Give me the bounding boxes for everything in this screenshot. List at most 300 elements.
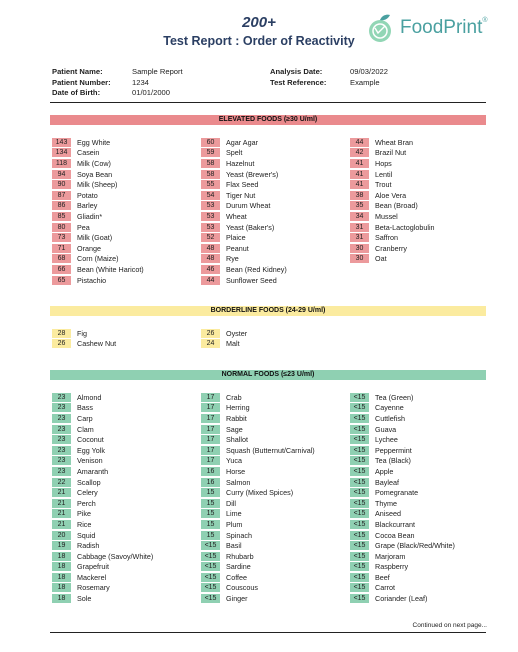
- reactivity-score: 85: [52, 212, 71, 221]
- food-name: Oat: [375, 254, 387, 264]
- food-name: Scallop: [77, 477, 101, 487]
- reactivity-score: <15: [350, 393, 369, 402]
- food-row: [350, 540, 455, 551]
- food-name: Coffee: [226, 572, 248, 582]
- food-row: [350, 169, 435, 180]
- reactivity-score: 16: [201, 478, 220, 487]
- food-name: Wheat Bran: [375, 137, 413, 147]
- reactivity-score: 134: [52, 148, 71, 157]
- food-row: [201, 593, 315, 604]
- reactivity-score: 52: [201, 233, 220, 242]
- food-row: [350, 456, 455, 467]
- food-row: [350, 190, 435, 201]
- food-name: Fig: [77, 328, 87, 338]
- reactivity-score: 35: [350, 201, 369, 210]
- analysis-date: 09/03/2022: [350, 67, 389, 76]
- reactivity-score: 143: [52, 138, 71, 147]
- reactivity-score: 19: [52, 541, 71, 550]
- food-row: [350, 201, 435, 212]
- food-row: [52, 254, 144, 265]
- reactivity-score: 46: [201, 265, 220, 274]
- reactivity-score: <15: [201, 573, 220, 582]
- reactivity-score: 15: [201, 488, 220, 497]
- food-name: Sole: [77, 594, 92, 604]
- reactivity-score: 17: [201, 456, 220, 465]
- reactivity-score: 18: [52, 573, 71, 582]
- reactivity-score: 26: [201, 329, 220, 338]
- food-row: [52, 466, 153, 477]
- food-name: Basil: [226, 541, 242, 551]
- food-name: Milk (Goat): [77, 233, 113, 243]
- food-row: [201, 498, 315, 509]
- reactivity-score: <15: [350, 456, 369, 465]
- food-name: Sunflower Seed: [226, 275, 277, 285]
- food-name: Milk (Cow): [77, 158, 111, 168]
- reactivity-score: <15: [350, 509, 369, 518]
- food-name: Squash (Butternut/Carnival): [226, 445, 315, 455]
- reactivity-score: 55: [201, 180, 220, 189]
- dob-label: Date of Birth:: [52, 88, 101, 97]
- food-row: [201, 254, 287, 265]
- food-row: [350, 572, 455, 583]
- food-row: [52, 232, 144, 243]
- reactivity-score: 54: [201, 191, 220, 200]
- food-row: [201, 392, 315, 403]
- food-row: [201, 169, 287, 180]
- food-name: Aniseed: [375, 509, 401, 519]
- reactivity-score: 30: [350, 254, 369, 263]
- food-row: [350, 551, 455, 562]
- food-name: Carrot: [375, 583, 395, 593]
- reactivity-score: <15: [350, 478, 369, 487]
- food-name: Saffron: [375, 233, 399, 243]
- reactivity-score: <15: [350, 467, 369, 476]
- food-row: [52, 498, 153, 509]
- food-name: Crab: [226, 392, 242, 402]
- analysis-values: [350, 67, 388, 88]
- food-row: [350, 445, 455, 456]
- reactivity-score: 23: [52, 403, 71, 412]
- food-name: Durum Wheat: [226, 201, 271, 211]
- food-row: [350, 509, 455, 520]
- reactivity-score: 118: [52, 159, 71, 168]
- reactivity-score: <15: [350, 403, 369, 412]
- food-name: Milk (Sheep): [77, 180, 118, 190]
- reactivity-score: 18: [52, 583, 71, 592]
- food-row: [201, 179, 287, 190]
- food-row: [52, 275, 144, 286]
- reactivity-score: 15: [201, 499, 220, 508]
- food-row: [201, 339, 247, 350]
- normal-foods-banner: NORMAL FOODS (≤23 U/ml): [50, 370, 486, 380]
- food-name: Cashew Nut: [77, 339, 117, 349]
- food-row: [201, 232, 287, 243]
- reactivity-score: 24: [201, 339, 220, 348]
- patient-name-label: Patient Name:: [52, 67, 103, 76]
- food-row: [350, 498, 455, 509]
- reactivity-score: 53: [201, 201, 220, 210]
- food-name: Clam: [77, 424, 94, 434]
- food-row: [52, 392, 153, 403]
- food-name: Bass: [77, 403, 93, 413]
- food-row: [52, 158, 144, 169]
- reactivity-score: 66: [52, 265, 71, 274]
- reactivity-score: 30: [350, 244, 369, 253]
- date-of-birth: 01/01/2000: [132, 88, 171, 97]
- food-row: [350, 487, 455, 498]
- food-name: Spelt: [226, 148, 243, 158]
- food-name: Cuttlefish: [375, 413, 405, 423]
- reactivity-score: 26: [52, 339, 71, 348]
- food-name: Horse: [226, 466, 246, 476]
- food-row: [52, 572, 153, 583]
- food-row: [201, 434, 315, 445]
- food-name: Marjoram: [375, 551, 406, 561]
- reactivity-score: 23: [52, 467, 71, 476]
- food-row: [201, 201, 287, 212]
- food-row: [201, 275, 287, 286]
- reactivity-score: 41: [350, 159, 369, 168]
- food-name: Cayenne: [375, 403, 404, 413]
- reactivity-score: 53: [201, 223, 220, 232]
- borderline-col-1: [52, 328, 116, 349]
- reactivity-score: 18: [52, 562, 71, 571]
- food-name: Mackerel: [77, 572, 107, 582]
- food-row: [52, 434, 153, 445]
- food-row: [201, 530, 315, 541]
- food-row: [350, 466, 455, 477]
- food-row: [52, 551, 153, 562]
- food-name: Pike: [77, 509, 91, 519]
- reactivity-score: <15: [201, 552, 220, 561]
- food-row: [52, 179, 144, 190]
- reactivity-score: 59: [201, 148, 220, 157]
- food-row: [350, 232, 435, 243]
- report-subtitle: Test Report : Order of Reactivity: [163, 34, 355, 48]
- food-row: [350, 477, 455, 488]
- reactivity-score: <15: [350, 446, 369, 455]
- food-name: Gliadin*: [77, 211, 103, 221]
- food-name: Beta-Lactoglobulin: [375, 222, 435, 232]
- food-row: [52, 509, 153, 520]
- food-row: [52, 445, 153, 456]
- food-row: [52, 222, 144, 233]
- food-row: [350, 158, 435, 169]
- food-row: [52, 190, 144, 201]
- food-name: Flax Seed: [226, 180, 259, 190]
- food-name: Yuca: [226, 456, 242, 466]
- reactivity-score: 18: [52, 552, 71, 561]
- food-row: [52, 211, 144, 222]
- food-name: Ginger: [226, 594, 248, 604]
- reactivity-score: <15: [350, 499, 369, 508]
- reactivity-score: 15: [201, 520, 220, 529]
- test-reference: Example: [350, 77, 380, 87]
- food-name: Hazelnut: [226, 158, 255, 168]
- food-name: Carp: [77, 413, 93, 423]
- reactivity-score: 34: [350, 212, 369, 221]
- food-name: Agar Agar: [226, 137, 258, 147]
- food-row: [350, 403, 455, 414]
- reactivity-score: 58: [201, 170, 220, 179]
- food-name: Salmon: [226, 477, 251, 487]
- food-row: [350, 434, 455, 445]
- reactivity-score: 41: [350, 180, 369, 189]
- reactivity-score: 21: [52, 488, 71, 497]
- elevated-col-1: [52, 137, 144, 285]
- food-name: Plaice: [226, 233, 246, 243]
- food-name: Oyster: [226, 328, 248, 338]
- food-name: Yeast (Baker's): [226, 222, 275, 232]
- reactivity-score: <15: [350, 552, 369, 561]
- food-name: Thyme: [375, 498, 397, 508]
- food-row: [201, 509, 315, 520]
- reactivity-score: 23: [52, 435, 71, 444]
- report-title: 200+: [242, 14, 276, 31]
- reactivity-score: 22: [52, 478, 71, 487]
- reactivity-score: 90: [52, 180, 71, 189]
- food-name: Dill: [226, 498, 236, 508]
- reactivity-score: 21: [52, 520, 71, 529]
- reactivity-score: 17: [201, 446, 220, 455]
- normal-col-1: [52, 392, 153, 604]
- food-name: Orange: [77, 243, 101, 253]
- food-name: Tea (Black): [375, 456, 411, 466]
- reactivity-score: 60: [201, 138, 220, 147]
- food-row: [350, 519, 455, 530]
- food-name: Tea (Green): [375, 392, 414, 402]
- food-name: Bean (Red Kidney): [226, 264, 287, 274]
- reactivity-score: 23: [52, 414, 71, 423]
- reactivity-score: 80: [52, 223, 71, 232]
- food-row: [350, 392, 455, 403]
- food-row: [201, 403, 315, 414]
- food-row: [201, 190, 287, 201]
- food-name: Apple: [375, 466, 394, 476]
- food-name: Almond: [77, 392, 102, 402]
- food-row: [52, 593, 153, 604]
- reactivity-score: <15: [350, 425, 369, 434]
- elevated-foods-banner: ELEVATED FOODS (≥30 U/ml): [50, 115, 486, 125]
- reactivity-score: 44: [201, 276, 220, 285]
- borderline-col-2: [201, 328, 247, 349]
- food-row: [201, 519, 315, 530]
- food-row: [52, 339, 116, 350]
- food-name: Guava: [375, 424, 397, 434]
- reactivity-score: 28: [52, 329, 71, 338]
- food-row: [201, 424, 315, 435]
- food-name: Wheat: [226, 211, 247, 221]
- reactivity-score: 23: [52, 393, 71, 402]
- reactivity-score: 53: [201, 212, 220, 221]
- borderline-foods-banner: BORDERLINE FOODS (24-29 U/ml): [50, 306, 486, 316]
- food-row: [201, 137, 287, 148]
- reactivity-score: 15: [201, 509, 220, 518]
- food-row: [350, 179, 435, 190]
- food-name: Lime: [226, 509, 242, 519]
- food-name: Perch: [77, 498, 96, 508]
- food-name: Pistachio: [77, 275, 107, 285]
- reactivity-score: 48: [201, 244, 220, 253]
- food-row: [201, 158, 287, 169]
- reactivity-score: <15: [350, 531, 369, 540]
- food-name: Aloe Vera: [375, 190, 407, 200]
- food-row: [201, 243, 287, 254]
- reactivity-score: 41: [350, 170, 369, 179]
- food-row: [201, 477, 315, 488]
- reactivity-score: <15: [350, 488, 369, 497]
- foodprint-logo: [366, 13, 491, 45]
- food-row: [201, 466, 315, 477]
- food-name: Egg Yolk: [77, 445, 105, 455]
- food-name: Coconut: [77, 435, 104, 445]
- food-row: [52, 413, 153, 424]
- food-name: Soya Bean: [77, 169, 113, 179]
- reactivity-score: 87: [52, 191, 71, 200]
- food-name: Grapefruit: [77, 562, 109, 572]
- food-name: Curry (Mixed Spices): [226, 488, 294, 498]
- food-row: [52, 540, 153, 551]
- food-row: [350, 137, 435, 148]
- food-name: Peanut: [226, 243, 249, 253]
- reactivity-score: 31: [350, 233, 369, 242]
- food-name: Blackcurrant: [375, 519, 415, 529]
- reactivity-score: <15: [201, 594, 220, 603]
- footer-divider: [50, 632, 486, 633]
- food-name: Mussel: [375, 211, 398, 221]
- food-row: [52, 137, 144, 148]
- patient-number: 1234: [132, 77, 149, 87]
- food-row: [201, 264, 287, 275]
- food-row: [350, 148, 435, 159]
- reactivity-score: <15: [350, 414, 369, 423]
- reactivity-score: 44: [350, 138, 369, 147]
- reactivity-score: <15: [350, 435, 369, 444]
- reactivity-score: <15: [350, 583, 369, 592]
- food-row: [350, 243, 435, 254]
- food-name: Rye: [226, 254, 239, 264]
- food-name: Tiger Nut: [226, 190, 256, 200]
- reactivity-score: <15: [350, 573, 369, 582]
- food-name: Herring: [226, 403, 250, 413]
- reactivity-score: <15: [350, 562, 369, 571]
- food-row: [52, 243, 144, 254]
- normal-col-3: [350, 392, 455, 604]
- food-name: Venison: [77, 456, 103, 466]
- food-name: Squid: [77, 530, 96, 540]
- food-name: Cranberry: [375, 243, 407, 253]
- food-name: Corn (Maize): [77, 254, 119, 264]
- food-name: Lentil: [375, 169, 393, 179]
- food-row: [201, 551, 315, 562]
- food-row: [201, 540, 315, 551]
- patient-labels: [52, 67, 111, 99]
- food-name: Pea: [77, 222, 90, 232]
- food-row: [201, 562, 315, 573]
- food-row: [201, 572, 315, 583]
- reactivity-score: 20: [52, 531, 71, 540]
- food-name: Coriander (Leaf): [375, 594, 428, 604]
- food-name: Plum: [226, 519, 243, 529]
- food-row: [52, 487, 153, 498]
- food-name: Casein: [77, 148, 100, 158]
- food-name: Bayleaf: [375, 477, 399, 487]
- reactivity-score: <15: [201, 541, 220, 550]
- reactivity-score: 42: [350, 148, 369, 157]
- food-name: Trout: [375, 180, 392, 190]
- food-row: [350, 413, 455, 424]
- food-name: Brazil Nut: [375, 148, 407, 158]
- reactivity-score: 58: [201, 159, 220, 168]
- food-row: [52, 403, 153, 414]
- food-row: [201, 445, 315, 456]
- food-name: Potato: [77, 190, 98, 200]
- food-row: [201, 413, 315, 424]
- reactivity-score: <15: [201, 583, 220, 592]
- food-name: Sardine: [226, 562, 251, 572]
- food-name: Shallot: [226, 435, 248, 445]
- reactivity-score: 21: [52, 499, 71, 508]
- reactivity-score: 18: [52, 594, 71, 603]
- info-divider: [50, 102, 486, 103]
- test-reference-label: Test Reference:: [270, 77, 327, 87]
- food-name: Radish: [77, 541, 100, 551]
- food-row: [52, 264, 144, 275]
- food-name: Rabbit: [226, 413, 247, 423]
- patient-number-label: Patient Number:: [52, 77, 111, 87]
- food-name: Yeast (Brewer's): [226, 169, 279, 179]
- food-name: Couscous: [226, 583, 258, 593]
- reactivity-score: 23: [52, 446, 71, 455]
- food-row: [201, 583, 315, 594]
- reactivity-score: 94: [52, 170, 71, 179]
- normal-col-2: [201, 392, 315, 604]
- food-name: Celery: [77, 488, 98, 498]
- reactivity-score: 21: [52, 509, 71, 518]
- reactivity-score: 16: [201, 467, 220, 476]
- food-row: [350, 222, 435, 233]
- food-name: Malt: [226, 339, 240, 349]
- food-row: [201, 487, 315, 498]
- reactivity-score: 17: [201, 403, 220, 412]
- food-row: [52, 583, 153, 594]
- food-row: [52, 328, 116, 339]
- food-name: Bean (Broad): [375, 201, 418, 211]
- food-row: [201, 456, 315, 467]
- food-row: [52, 477, 153, 488]
- food-row: [52, 530, 153, 541]
- food-row: [201, 211, 287, 222]
- patient-name: Sample Report: [132, 67, 183, 76]
- food-row: [201, 148, 287, 159]
- food-row: [52, 456, 153, 467]
- food-row: [52, 562, 153, 573]
- reactivity-score: 48: [201, 254, 220, 263]
- food-name: Grape (Black/Red/White): [375, 541, 455, 551]
- food-row: [350, 424, 455, 435]
- reactivity-score: 23: [52, 425, 71, 434]
- food-name: Peppermint: [375, 445, 412, 455]
- food-name: Beef: [375, 572, 390, 582]
- food-name: Rice: [77, 519, 92, 529]
- food-name: Cocoa Bean: [375, 530, 415, 540]
- food-row: [52, 148, 144, 159]
- food-name: Cabbage (Savoy/White): [77, 551, 154, 561]
- reactivity-score: 17: [201, 414, 220, 423]
- food-row: [350, 254, 435, 265]
- food-name: Rhubarb: [226, 551, 254, 561]
- reactivity-score: 31: [350, 223, 369, 232]
